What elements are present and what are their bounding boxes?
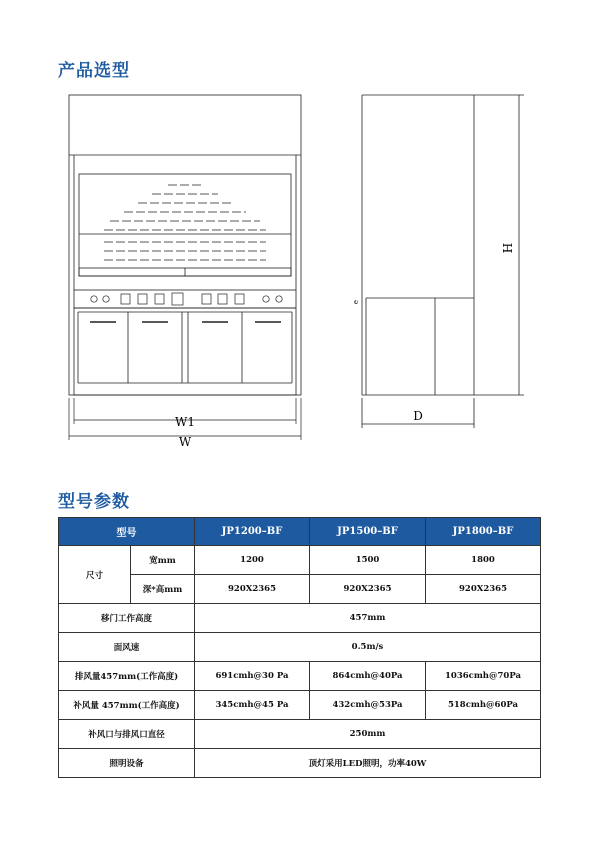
lighting-value: 顶灯采用LED照明，功率40W — [195, 749, 541, 778]
makeup-value: 345cmh@45 Pa — [195, 691, 310, 720]
width-value: 1200 — [195, 546, 310, 575]
face-velocity-value: 0.5m/s — [195, 633, 541, 662]
table-row — [59, 546, 541, 575]
sash-window — [79, 174, 291, 276]
table-row — [59, 633, 541, 662]
dimension-label-w1: W1 — [175, 415, 195, 429]
section-title-model-params: 型号参数 — [58, 492, 130, 512]
baffle-slots — [104, 185, 266, 260]
lighting-label: 照明设备 — [59, 749, 195, 778]
face-velocity-label: 面风速 — [59, 633, 195, 662]
dimension-label-e: e — [352, 299, 360, 305]
table-row — [59, 691, 541, 720]
door-height-label: 移门工作高度 — [59, 604, 195, 633]
depth-height-label: 深*高mm — [131, 575, 195, 604]
makeup-value: 432cmh@53Pa — [310, 691, 426, 720]
table-row — [59, 749, 541, 778]
section-title-product-selection: 产品选型 — [58, 61, 130, 81]
duct-diameter-value: 250mm — [195, 720, 541, 749]
table-row — [59, 662, 541, 691]
header-jp1200: JP1200–BF — [195, 518, 310, 546]
width-value: 1800 — [426, 546, 541, 575]
exhaust-label: 排风量457mm(工作高度) — [59, 662, 195, 691]
dimension-label-d: D — [413, 409, 423, 423]
width-label: 宽mm — [131, 546, 195, 575]
exhaust-value: 864cmh@40Pa — [310, 662, 426, 691]
dimension-label-w: W — [178, 435, 192, 449]
table-row — [59, 720, 541, 749]
door-height-value: 457mm — [195, 604, 541, 633]
makeup-value: 518cmh@60Pa — [426, 691, 541, 720]
table-row — [59, 604, 541, 633]
front-view — [69, 95, 301, 395]
exhaust-value: 691cmh@30 Pa — [195, 662, 310, 691]
width-value: 1500 — [310, 546, 426, 575]
depth-height-value: 920X2365 — [195, 575, 310, 604]
table-row — [59, 575, 541, 604]
front-outline — [69, 95, 301, 395]
header-jp1800: JP1800–BF — [426, 518, 541, 546]
side-view — [362, 95, 524, 428]
depth-height-value: 920X2365 — [310, 575, 426, 604]
header-jp1500: JP1500–BF — [310, 518, 426, 546]
makeup-label: 补风量 457mm(工作高度) — [59, 691, 195, 720]
spec-table — [58, 517, 541, 778]
exhaust-value: 1036cmh@70Pa — [426, 662, 541, 691]
depth-height-value: 920X2365 — [426, 575, 541, 604]
size-group-label: 尺寸 — [59, 546, 131, 604]
duct-diameter-label: 补风口与排风口直径 — [59, 720, 195, 749]
header-model: 型号 — [59, 518, 195, 546]
dimension-label-h: H — [501, 242, 515, 254]
control-buttons — [91, 293, 282, 305]
table-header-row — [59, 518, 541, 546]
